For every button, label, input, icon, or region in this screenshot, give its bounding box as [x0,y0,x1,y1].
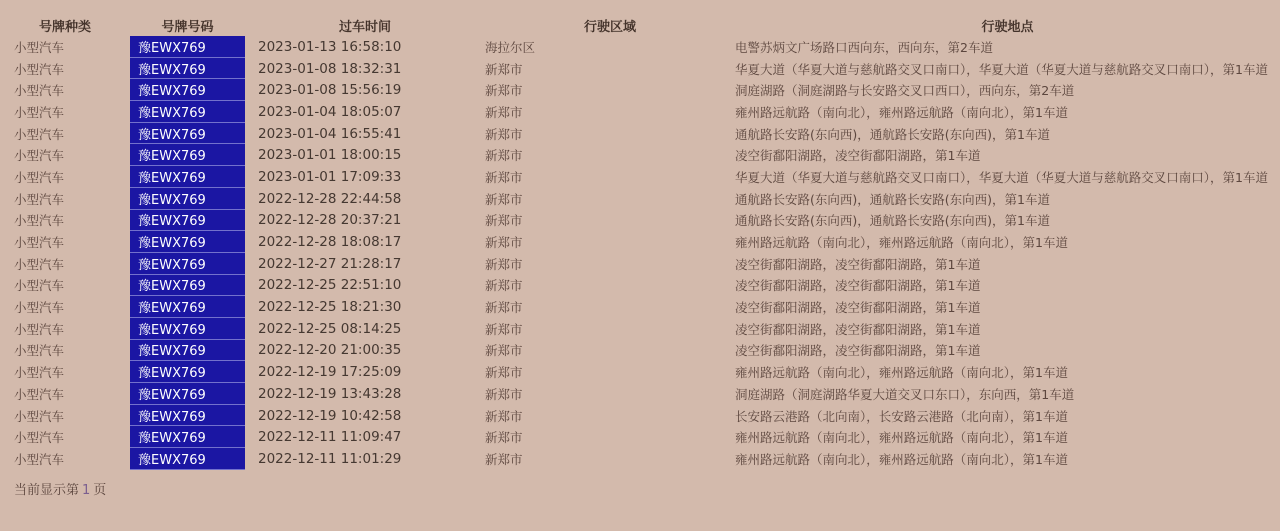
table-row [0,405,1280,427]
region-cell: 新郑市 [485,191,523,207]
location-cell: 华夏大道（华夏大道与慈航路交叉口南口），华夏大道（华夏大道与慈航路交叉口南口），第1车道 [735,169,1268,185]
plate-number-cell [130,405,245,427]
location-cell: 凌空街鄱阳湖路，凌空街鄱阳湖路，第1车道 [735,256,981,272]
plate-number-badge[interactable]: 豫EWX769 [130,188,245,210]
plate-type-cell: 小型汽车 [14,169,65,185]
region-cell: 新郑市 [485,365,523,381]
location-cell: 雍州路远航路（南向北），雍州路远航路（南向北），第1车道 [735,104,1068,120]
table-row [0,144,1280,166]
table-row [0,79,1280,101]
plate-number-cell [130,426,245,448]
plate-type-cell: 小型汽车 [14,321,65,337]
location-cell: 长安路云港路（北向南），长安路云港路（北向南），第1车道 [735,408,1068,424]
region-cell: 新郑市 [485,148,523,164]
table-header [0,0,1280,36]
plate-number-cell [130,361,245,383]
pass-time-cell: 2022-12-28 20:37:21 [258,212,402,229]
pagination-suffix: 页 [93,482,107,498]
plate-number-badge[interactable]: 豫EWX769 [130,101,245,123]
pass-time-cell: 2022-12-20 21:00:35 [258,342,402,359]
plate-number-cell [130,448,245,470]
table-row [0,231,1280,253]
plate-number-badge[interactable]: 豫EWX769 [130,123,245,145]
plate-number-cell [130,253,245,275]
plate-number-cell [130,210,245,232]
plate-number-badge[interactable]: 豫EWX769 [130,58,245,80]
plate-type-cell: 小型汽车 [14,278,65,294]
location-cell: 通航路长安路(东向西)，通航路长安路(东向西)，第1车道 [735,213,1050,229]
current-page-number: 1 [82,482,91,498]
plate-number-badge[interactable]: 豫EWX769 [130,361,245,383]
location-cell: 雍州路远航路（南向北），雍州路远航路（南向北），第1车道 [735,430,1068,446]
table-row [0,253,1280,275]
region-cell: 新郑市 [485,126,523,142]
plate-number-badge[interactable]: 豫EWX769 [130,210,245,232]
pass-time-cell: 2022-12-25 08:14:25 [258,320,402,337]
plate-number-badge[interactable]: 豫EWX769 [130,253,245,275]
plate-type-cell: 小型汽车 [14,191,65,207]
location-cell: 凌空街鄱阳湖路，凌空街鄱阳湖路，第1车道 [735,278,981,294]
table-body [0,36,1280,470]
plate-type-cell: 小型汽车 [14,83,65,99]
table-row [0,448,1280,470]
pass-time-cell: 2022-12-25 22:51:10 [258,277,402,294]
plate-number-badge[interactable]: 豫EWX769 [130,426,245,448]
table-row [0,383,1280,405]
plate-type-cell: 小型汽车 [14,61,65,77]
table-row [0,318,1280,340]
location-cell: 雍州路远航路（南向北），雍州路远航路（南向北），第1车道 [735,451,1068,467]
region-cell: 新郑市 [485,104,523,120]
plate-number-badge[interactable]: 豫EWX769 [130,36,245,58]
plate-number-badge[interactable]: 豫EWX769 [130,166,245,188]
plate-number-cell [130,231,245,253]
plate-number-cell [130,340,245,362]
plate-number-badge[interactable]: 豫EWX769 [130,448,245,470]
plate-number-cell [130,296,245,318]
location-cell: 凌空街鄱阳湖路，凌空街鄱阳湖路，第1车道 [735,300,981,316]
table-row [0,166,1280,188]
plate-type-cell: 小型汽车 [14,213,65,229]
plate-type-cell: 小型汽车 [14,104,65,120]
plate-number-badge[interactable]: 豫EWX769 [130,340,245,362]
pagination-prefix: 当前显示第 [14,482,80,498]
region-cell: 新郑市 [485,321,523,337]
plate-type-cell: 小型汽车 [14,256,65,272]
plate-number-cell [130,188,245,210]
pass-time-cell: 2022-12-11 11:01:29 [258,450,402,467]
plate-number-cell [130,275,245,297]
header-plate-number: 号牌号码 [161,19,214,35]
plate-type-cell: 小型汽车 [14,451,65,467]
region-cell: 新郑市 [485,430,523,446]
plate-type-cell: 小型汽车 [14,343,65,359]
plate-number-cell [130,123,245,145]
plate-type-cell: 小型汽车 [14,126,65,142]
pass-time-cell: 2022-12-19 10:42:58 [258,407,402,424]
plate-number-cell [130,318,245,340]
region-cell: 新郑市 [485,300,523,316]
header-driving-region: 行驶区域 [583,19,636,35]
location-cell: 洞庭湖路（洞庭湖路与长安路交叉口西口），西向东，第2车道 [735,83,1075,99]
pass-time-cell: 2023-01-08 15:56:19 [258,82,402,99]
pass-time-cell: 2023-01-01 17:09:33 [258,168,402,185]
location-cell: 华夏大道（华夏大道与慈航路交叉口南口），华夏大道（华夏大道与慈航路交叉口南口），第1车道 [735,61,1268,77]
pass-time-cell: 2022-12-19 13:43:28 [258,385,402,402]
location-cell: 雍州路远航路（南向北），雍州路远航路（南向北），第1车道 [735,235,1068,251]
location-cell: 凌空街鄱阳湖路，凌空街鄱阳湖路，第1车道 [735,343,981,359]
plate-number-cell [130,36,245,58]
plate-number-cell [130,79,245,101]
region-cell: 新郑市 [485,451,523,467]
plate-number-cell [130,101,245,123]
plate-number-badge[interactable]: 豫EWX769 [130,405,245,427]
plate-type-cell: 小型汽车 [14,39,65,55]
pass-time-cell: 2023-01-04 16:55:41 [258,125,402,142]
pass-time-cell: 2023-01-01 18:00:15 [258,147,402,164]
pass-time-cell: 2022-12-27 21:28:17 [258,255,402,272]
region-cell: 新郑市 [485,278,523,294]
plate-type-cell: 小型汽车 [14,430,65,446]
region-cell: 海拉尔区 [485,39,536,55]
table-row [0,340,1280,362]
pass-time-cell: 2023-01-04 18:05:07 [258,103,402,120]
plate-number-badge[interactable]: 豫EWX769 [130,383,245,405]
pass-time-cell: 2022-12-28 22:44:58 [258,190,402,207]
region-cell: 新郑市 [485,235,523,251]
plate-number-badge[interactable]: 豫EWX769 [130,318,245,340]
table-row [0,36,1280,58]
table-row [0,275,1280,297]
location-cell: 凌空街鄱阳湖路，凌空街鄱阳湖路，第1车道 [735,148,981,164]
location-cell: 凌空街鄱阳湖路，凌空街鄱阳湖路，第1车道 [735,321,981,337]
plate-number-badge[interactable]: 豫EWX769 [130,144,245,166]
table-row [0,123,1280,145]
plate-type-cell: 小型汽车 [14,408,65,424]
pass-time-cell: 2022-12-11 11:09:47 [258,429,402,446]
location-cell: 通航路长安路(东向西)，通航路长安路(东向西)，第1车道 [735,126,1050,142]
table-row [0,361,1280,383]
region-cell: 新郑市 [485,256,523,272]
plate-number-badge[interactable]: 豫EWX769 [130,231,245,253]
pass-time-cell: 2023-01-13 16:58:10 [258,38,402,55]
plate-number-badge[interactable]: 豫EWX769 [130,296,245,318]
location-cell: 雍州路远航路（南向北），雍州路远航路（南向北），第1车道 [735,365,1068,381]
table-row [0,426,1280,448]
table-row [0,296,1280,318]
plate-number-cell [130,166,245,188]
plate-type-cell: 小型汽车 [14,148,65,164]
plate-number-badge[interactable]: 豫EWX769 [130,79,245,101]
header-pass-time: 过车时间 [338,19,391,35]
plate-number-cell [130,383,245,405]
plate-type-cell: 小型汽车 [14,386,65,402]
plate-type-cell: 小型汽车 [14,300,65,316]
location-cell: 电警苏炳文广场路口西向东，西向东，第2车道 [735,39,993,55]
pass-time-cell: 2022-12-28 18:08:17 [258,234,402,251]
plate-number-badge[interactable]: 豫EWX769 [130,275,245,297]
region-cell: 新郑市 [485,213,523,229]
location-cell: 洞庭湖路（洞庭湖路华夏大道交叉口东口），东向西，第1车道 [735,386,1075,402]
table-row [0,210,1280,232]
region-cell: 新郑市 [485,408,523,424]
region-cell: 新郑市 [485,61,523,77]
region-cell: 新郑市 [485,343,523,359]
region-cell: 新郑市 [485,83,523,99]
header-driving-location: 行驶地点 [981,19,1034,35]
pass-time-cell: 2022-12-19 17:25:09 [258,364,402,381]
region-cell: 新郑市 [485,386,523,402]
plate-number-cell [130,144,245,166]
table-row [0,188,1280,210]
plate-type-cell: 小型汽车 [14,235,65,251]
pass-time-cell: 2023-01-08 18:32:31 [258,60,402,77]
region-cell: 新郑市 [485,169,523,185]
table-row [0,101,1280,123]
plate-type-cell: 小型汽车 [14,365,65,381]
table-row [0,58,1280,80]
pagination-status [0,479,1280,498]
location-cell: 通航路长安路(东向西)，通航路长安路(东向西)，第1车道 [735,191,1050,207]
pass-time-cell: 2022-12-25 18:21:30 [258,299,402,316]
plate-number-cell [130,58,245,80]
header-plate-type: 号牌种类 [38,19,91,35]
